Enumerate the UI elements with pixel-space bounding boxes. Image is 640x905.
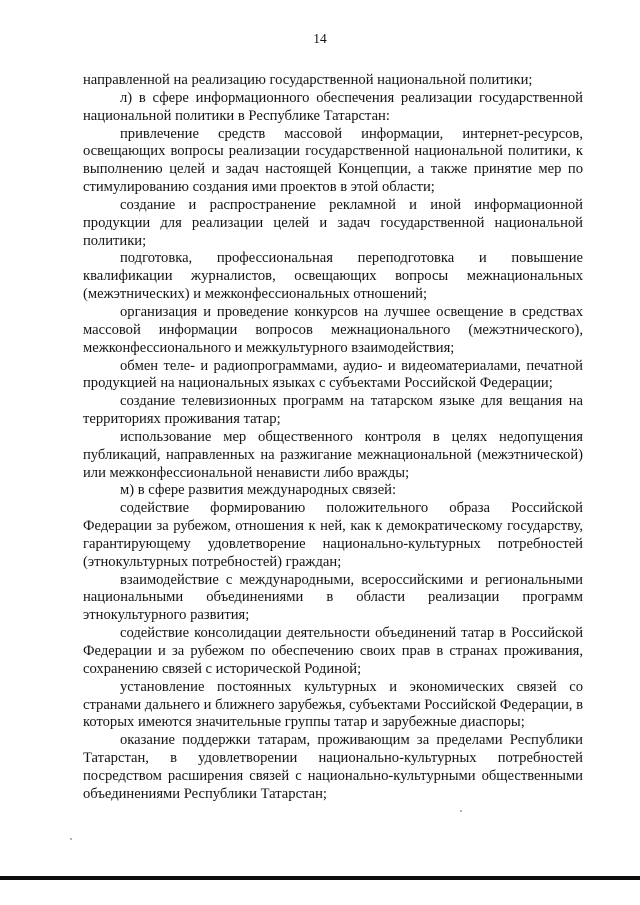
paragraph: содействие консолидации деятельности объединений татар в Российской Федерации и за рубежом по обеспечению своих прав в странах проживания, сохранению связей с исторической Родиной; [83,625,583,677]
paragraph: создание и распространение рекламной и иной информационной продукции для реализации целей и задач государственной национальной политики; [83,196,583,249]
scan-speck [460,810,462,812]
section-heading-l: л) в сфере информационного обеспечения реализации государственной национальной политики в Республике Татарстан: [83,89,583,124]
paragraph: привлечение средств массовой информации, интернет-ресурсов, освещающих вопросы реализации государственной национальной политики, к выполнению целей и задач настоящей Концепции, а также принятие мер по стимулированию создания ими проектов в этой области; [83,125,583,196]
scan-speck [70,838,72,840]
paragraph: создание телевизионных программ на татарском языке для вещания на территориях проживания татар; [83,393,583,428]
paragraph: содействие формированию положительного образа Российской Федерации за рубежом, отношения к ней, как к демократическому государству, гарантирующему удовлетворение национально-культурных потребностей (этнокультурных потребностей) граждан; [83,500,583,570]
paragraph: взаимодействие с международными, всероссийскими и региональными национальными объединениями в области реализации программ этнокультурного развития; [83,571,583,624]
paragraph: установление постоянных культурных и экономических связей со странами дальнего и ближнего зарубежья, субъектами Российской Федерации, в которых имеются значительные группы татар и зарубежные диаспоры; [83,678,583,731]
paragraph: использование мер общественного контроля в целях недопущения публикаций, направленных на разжигание межнациональной (межэтнической) или межконфессиональной ненависти либо вражды; [83,428,583,481]
page-number: 14 [313,31,327,46]
scan-edge-line [0,876,640,880]
document-body [83,72,583,804]
section-heading-m: м) в сфере развития международных связей: [120,482,397,499]
paragraph: подготовка, профессиональная переподготовка и повышение квалификации журналистов, освещающих вопросы межнациональных (межэтнических) и межконфессиональных отношений; [83,250,583,303]
paragraph: направленной на реализацию государственной национальной политики; [83,72,533,88]
paragraph: организация и проведение конкурсов на лучшее освещение в средствах массовой информации вопросов межнационального (межэтнического), межконфессионального и межкультурного взаимодействия; [83,303,583,356]
paragraph: обмен теле- и радиопрограммами, аудио- и видеоматериалами, печатной продукцией на национальных языках с субъектами Российской Федерации; [83,357,583,392]
paragraph: оказание поддержки татарам, проживающим за пределами Республики Татарстан, в удовлетворении национально-культурных потребностей посредством расширения связей с национально-культурными общественными объединениями Республики Татарстан; [83,732,583,802]
